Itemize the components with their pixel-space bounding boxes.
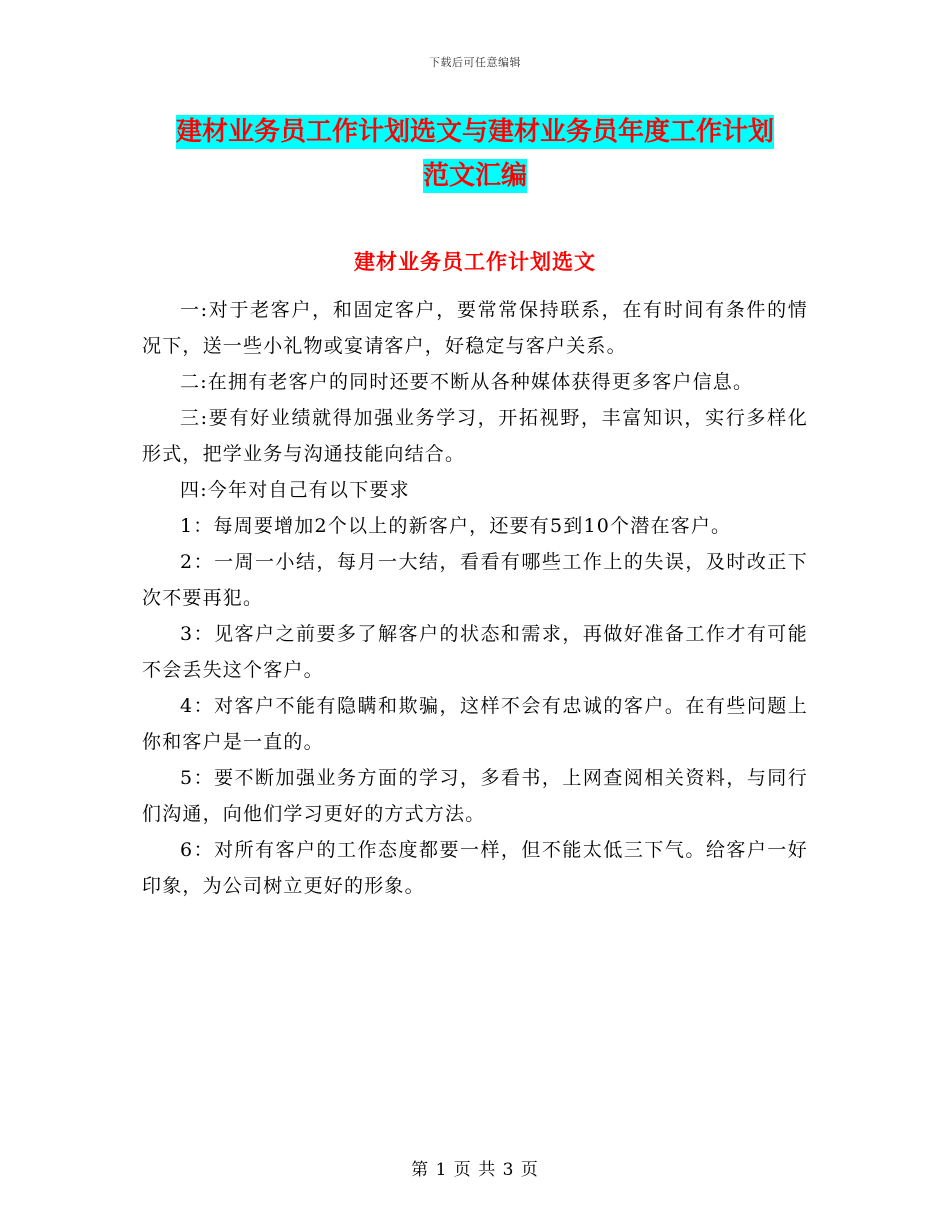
paragraph-9: 5：要不断加强业务方面的学习，多看书，上网查阅相关资料，与同行们沟通，向他们学习更好的方式方法。 bbox=[142, 767, 808, 825]
paragraph-10: 6：对所有客户的工作态度都要一样，但不能太低三下气。给客户一好印象，为公司树立更好的形象。 bbox=[142, 839, 808, 897]
paragraph-8: 4：对客户不能有隐瞒和欺骗，这样不会有忠诚的客户。在有些问题上你和客户是一直的。 bbox=[142, 695, 808, 753]
page-footer: 第 1 页 共 3 页 bbox=[411, 1160, 539, 1180]
document-title-line2: 范文汇编 bbox=[422, 161, 527, 191]
paragraph-4: 四:今年对自己有以下要求 bbox=[180, 479, 410, 501]
paragraph-6: 2：一周一小结，每月一大结，看看有哪些工作上的失误，及时改正下次不要再犯。 bbox=[142, 551, 808, 609]
document-title-line1: 建材业务员工作计划选文与建材业务员年度工作计划 bbox=[175, 117, 774, 147]
header-note: 下载后可任意编辑 bbox=[429, 56, 521, 69]
paragraph-7: 3：见客户之前要多了解客户的状态和需求，再做好准备工作才有可能不会丢失这个客户。 bbox=[142, 623, 808, 681]
paragraph-2: 二:在拥有老客户的同时还要不断从各种媒体获得更多客户信息。 bbox=[180, 371, 754, 393]
section-title: 建材业务员工作计划选文 bbox=[354, 249, 596, 274]
paragraph-5: 1：每周要增加2个以上的新客户，还要有5到10个潜在客户。 bbox=[180, 515, 732, 537]
body-text bbox=[142, 292, 808, 904]
document-title bbox=[145, 110, 805, 198]
paragraph-1: 一:对于老客户，和固定客户，要常常保持联系，在有时间有条件的情况下，送一些小礼物或宴请客户，好稳定与客户关系。 bbox=[142, 299, 808, 357]
paragraph-3: 三:要有好业绩就得加强业务学习，开拓视野，丰富知识，实行多样化形式，把学业务与沟通技能向结合。 bbox=[142, 407, 808, 465]
